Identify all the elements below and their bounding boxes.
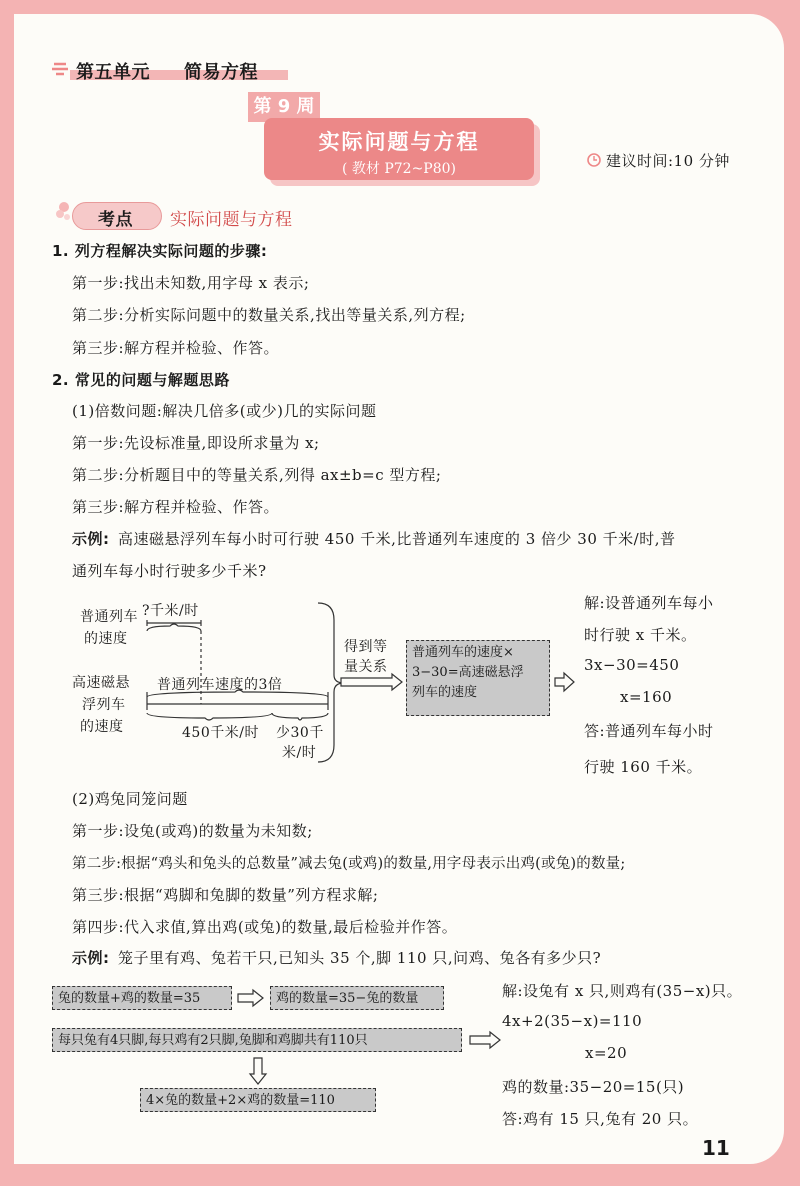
d1-label: 普通列车速度的3倍 (157, 677, 283, 693)
d1-label: 米/时 (282, 745, 317, 761)
week-tag: 第 9 周 (248, 92, 320, 122)
p2-step: 第三步:根据“鸡脚和兔脚的数量”列方程求解; (72, 886, 379, 904)
header-title: 简易方程 (184, 62, 258, 83)
d1-box-line: 列车的速度 (412, 685, 478, 700)
d1-label: 普通列车 (80, 609, 138, 625)
d2-box: 兔的数量+鸡的数量=35 (52, 986, 232, 1010)
d1-box-line: 普通列车的速度× (412, 645, 514, 660)
p1-step: 第一步:先设标准量,即设所求量为 x; (72, 434, 320, 452)
sol1-line: 行驶 160 千米。 (584, 758, 703, 776)
week-title: 实际问题与方程 (318, 130, 480, 154)
week-subtitle: ( 教材 P72~P80) (341, 161, 457, 177)
sol1-line: 答:普通列车每小时 (584, 722, 714, 740)
p2-example-text: 笼子里有鸡、兔若干只,已知头 35 个,脚 110 只,问鸡、兔各有多少只? (118, 949, 602, 967)
kaodian-title: 实际问题与方程 (170, 210, 293, 230)
d1-label: 的速度 (80, 719, 124, 735)
header-unit: 第五单元 (76, 62, 150, 83)
sol2-line: x=20 (585, 1044, 628, 1062)
s1-step: 第三步:解方程并检验、作答。 (72, 339, 280, 357)
p1-example-label: 示例: (72, 530, 110, 548)
time-label: 建议时间:10 分钟 (606, 152, 730, 170)
p1-example-line: 高速磁悬浮列车每小时可行驶 450 千米,比普通列车速度的 3 倍少 30 千米/时,普 (118, 530, 676, 548)
d1-label: 450千米/时 (182, 725, 259, 741)
sol1-line: 3x−30=450 (584, 656, 680, 674)
d1-arrow-label: 量关系 (344, 659, 388, 675)
p2-step: 第一步:设兔(或鸡)的数量为未知数; (72, 822, 313, 840)
p2-step: 第四步:代入求值,算出鸡(或兔)的数量,最后检验并作答。 (72, 918, 458, 936)
d1-box-line: 3−30=高速磁悬浮 (412, 665, 524, 680)
page-number: 11 (702, 1136, 730, 1160)
d1-label: 高速磁悬 (72, 675, 130, 691)
p2-title: (2)鸡兔同笼问题 (72, 790, 188, 808)
kaodian-badge: 考点 (98, 210, 133, 230)
d1-label: 的速度 (84, 631, 128, 647)
sol2-line: 鸡的数量:35−20=15(只) (502, 1078, 685, 1096)
sol2-line: 解:设兔有 x 只,则鸡有(35−x)只。 (502, 982, 743, 1000)
d2-box: 每只兔有4只脚,每只鸡有2只脚,兔脚和鸡脚共有110只 (52, 1028, 462, 1052)
s1-heading: 1. 列方程解决实际问题的步骤: (52, 242, 268, 260)
sol2-line: 答:鸡有 15 只,兔有 20 只。 (502, 1110, 699, 1128)
sol1-line: x=160 (620, 688, 673, 706)
p1-example-line: 通列车每小时行驶多少千米? (72, 562, 267, 580)
s1-step: 第二步:分析实际问题中的数量关系,找出等量关系,列方程; (72, 306, 466, 324)
d1-label: 少30千 (276, 725, 324, 741)
p2-example-label: 示例: (72, 949, 110, 967)
s1-step: 第一步:找出未知数,用字母 x 表示; (72, 274, 310, 292)
p1-step: 第三步:解方程并检验、作答。 (72, 498, 280, 516)
sol1-line: 时行驶 x 千米。 (584, 626, 697, 644)
p1-title: (1)倍数问题:解决几倍多(或少)几的实际问题 (72, 402, 377, 420)
d1-label: ?千米/时 (142, 603, 199, 619)
s2-heading: 2. 常见的问题与解题思路 (52, 371, 230, 389)
d1-arrow-label: 得到等 (344, 639, 388, 655)
sol1-line: 解:设普通列车每小 (584, 594, 714, 612)
d2-box: 4×兔的数量+2×鸡的数量=110 (140, 1088, 376, 1112)
p2-step: 第二步:根据“鸡头和兔头的总数量”减去兔(或鸡)的数量,用字母表示出鸡(或兔)的数量; (72, 856, 626, 872)
d2-box: 鸡的数量=35−兔的数量 (270, 986, 444, 1010)
d1-label: 浮列车 (82, 697, 126, 713)
p1-step: 第二步:分析题目中的等量关系,列得 ax±b=c 型方程; (72, 466, 442, 484)
sol2-line: 4x+2(35−x)=110 (502, 1012, 643, 1030)
